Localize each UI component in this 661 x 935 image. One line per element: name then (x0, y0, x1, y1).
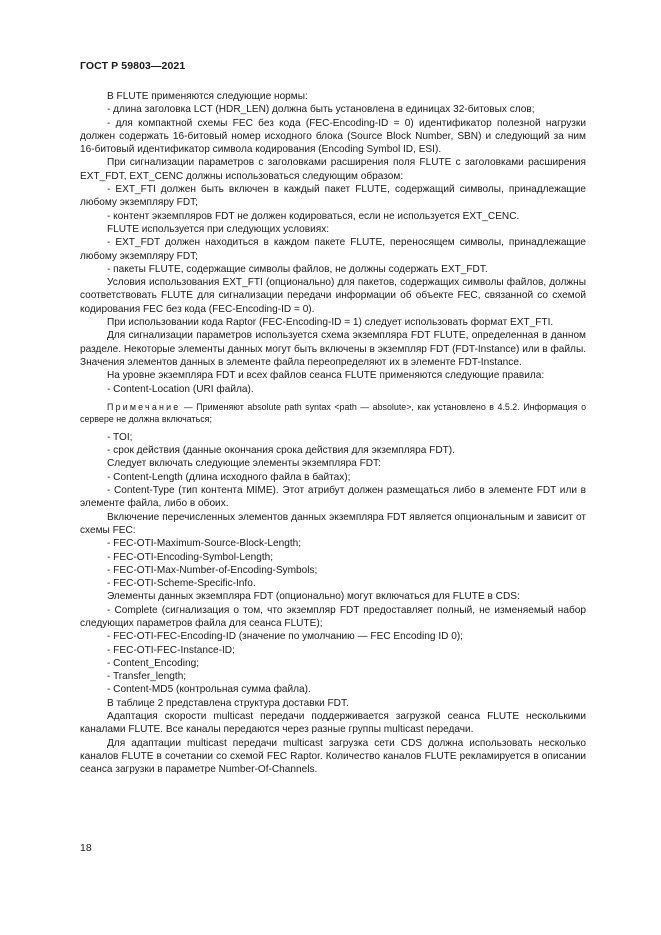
paragraph: Условия использования EXT_FTI (опционально) для пакетов, содержащих символы файлов, должны соответствовать FLUTE для сигнализации передачи информации об объекте FEC, связанной со схемой кодирования FEC без кода (FEC-Encoding-ID = 0). (80, 277, 586, 315)
paragraph: В FLUTE применяются следующие нормы: (107, 91, 308, 102)
note (80, 401, 586, 426)
page-number: 18 (80, 842, 92, 854)
paragraph: Для сигнализации параметров используется схема экземпляра FDT FLUTE, определенная в данном разделе. Некоторые элементы данных могут быть включены в экземпляр FDT (FDT-Instance) или в файлы. Значения элементов данных в элементе файла переопределяют их в элементе FDT-Instance. (80, 330, 586, 368)
document-header: ГОСТ Р 59803—2021 (80, 60, 186, 72)
list-item: - EXT_FDT должен находиться в каждом пакете FLUTE, переносящем символы, принадлежащие любому экземпляру FDT; (80, 237, 586, 262)
note-label: Примечание (107, 401, 181, 412)
paragraph: При использовании кода Raptor (FEC-Encoding-ID = 1) следует использовать формат EXT_FTI. (107, 317, 554, 329)
paragraph: При сигнализации параметров с заголовками расширения поля FLUTE с заголовками расширения EXT_FDT, EXT_CENC должны использоваться следующим образом: (80, 157, 586, 182)
paragraph: Следует включать следующие элементы экземпляра FDT: (107, 458, 381, 470)
list-item: - EXT_FTI должен быть включен в каждый пакет FLUTE, содержащий символы, принадлежащие любому экземпляру FDT; (80, 184, 586, 209)
paragraph: На уровне экземпляра FDT и всех файлов сеанса FLUTE применяются следующие правила: (107, 370, 545, 382)
list-item: - FEC-OTI-Max-Number-of-Encoding-Symbols; (107, 564, 318, 576)
list-item: - контент экземпляров FDT не должен кодироваться, если не используется EXT_CENC. (107, 210, 520, 222)
list-item: - FEC-OTI-FEC-Instance-ID; (107, 644, 235, 656)
list-item: - Content-Type (тип контента MIME). Этот атрибут должен размещаться либо в элементе FDT или в элементе файла, либо в обоих. (80, 485, 586, 510)
list-item: - Content_Encoding; (107, 657, 200, 669)
paragraph: FLUTE используется при следующих условиях: (107, 223, 330, 235)
document-body (80, 90, 586, 777)
list-item: - длина заголовка LCT (HDR_LEN) должна быть установлена в единицах 32-битовых слов; (107, 104, 535, 116)
list-item: - Transfer_length; (107, 671, 187, 683)
paragraph: Для адаптации multicast передачи multicast загрузка сети CDS должна использовать несколько каналов FLUTE в сочетании со схемой FEC Raptor. Количество каналов FLUTE рекламируется в описании сеанса загрузки в параметре Number-Of-Channels. (80, 737, 586, 776)
list-item: - для компактной схемы FEC без кода (FEC-Encoding-ID = 0) идентификатор полезной нагрузки должен содержать 16-битовый номер исходного блока (Source Block Number, SBN) и следующий за ним 16-битовый идентификатор символа кодирования (Encoding Symbol ID, ESI). (80, 117, 586, 156)
list-item: - Complete (сигнализация о том, что экземпляр FDT предоставляет полный, не изменяемый набор следующих параметров файла для сеанса FLUTE); (80, 604, 586, 629)
list-item: - FEC-OTI-Scheme-Specific-Info. (107, 578, 256, 590)
note-text: — Применяют absolute path syntax <path — absolute>, как установлено в 4.5.2. Информация о сервере не должна включаться; (80, 401, 586, 425)
list-item: - Content-Location (URI файла). (107, 383, 254, 395)
list-item: - Content-MD5 (контрольная сумма файла). (107, 684, 311, 696)
list-item: - срок действия (данные окончания срока действия для экземпляра FDT). (107, 445, 455, 457)
list-item: - пакеты FLUTE, содержащие символы файлов, не должны содержать EXT_FDT. (107, 263, 488, 275)
list-item: - FEC-OTI-Maximum-Source-Block-Length; (107, 538, 302, 550)
paragraph: В таблице 2 представлена структура доставки FDT. (107, 697, 349, 709)
list-item: - Content-Length (длина исходного файла в байтах); (107, 471, 351, 483)
list-item: - TOI; (107, 431, 133, 443)
paragraph: Элементы данных экземпляра FDT (опционально) могут включаться для FLUTE в CDS: (107, 591, 520, 603)
paragraph: Адаптация скорости multicast передачи поддерживается загрузкой сеанса FLUTE несколькими каналами FLUTE. Все каналы передаются через разные группы multicast передачи. (80, 711, 586, 736)
list-item: - FEC-OTI-FEC-Encoding-ID (значение по умолчанию — FEC Encoding ID 0); (107, 631, 463, 643)
list-item: - FEC-OTI-Encoding-Symbol-Length; (107, 551, 274, 563)
paragraph: Включение перечисленных элементов данных экземпляра FDT является опциональным и зависит от схемы FEC: (80, 511, 586, 536)
